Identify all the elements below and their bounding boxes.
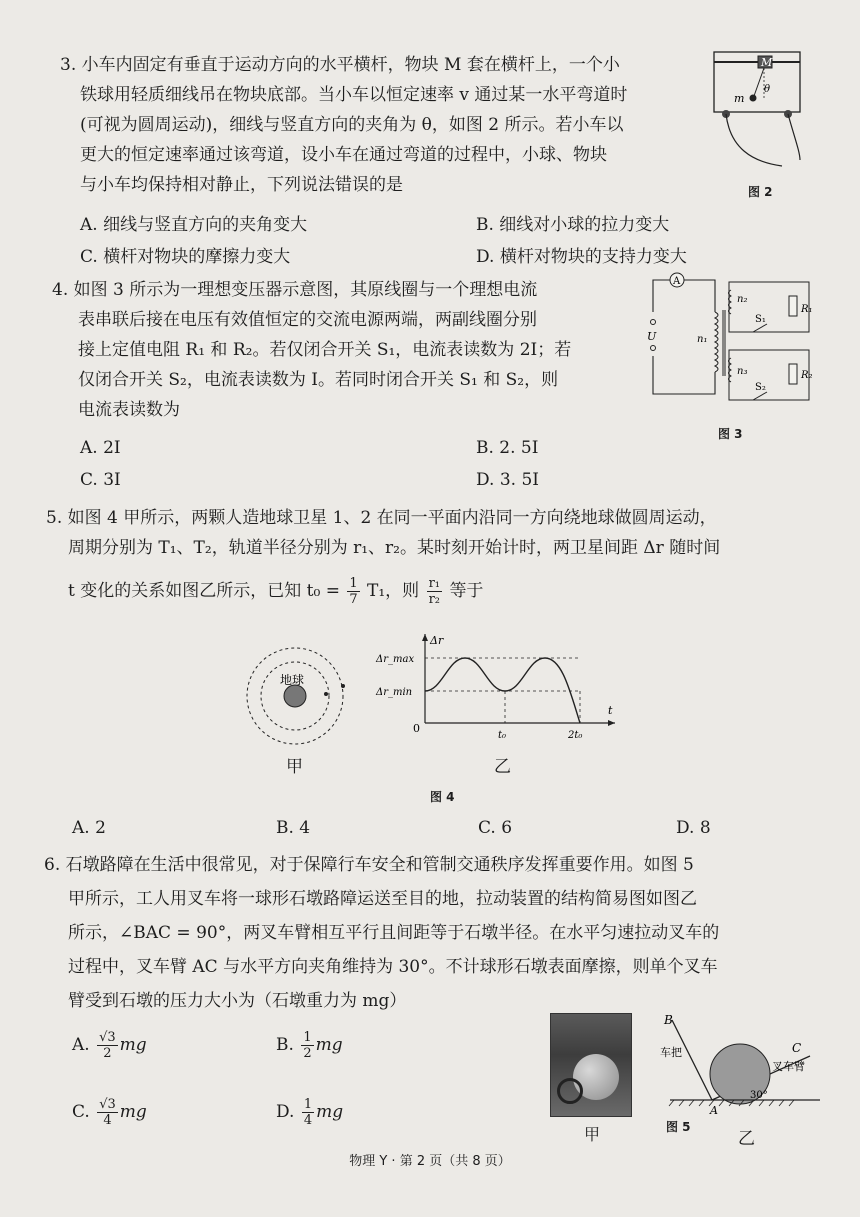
wheel-photo [557, 1078, 583, 1104]
q4-line-2: 表串联后接在电压有效值恒定的交流电源两端，两副线圈分别 [78, 310, 537, 330]
q4-line-5: 电流表读数为 [78, 400, 180, 420]
q6-line-2: 甲所示，工人用叉车将一球形石墩路障运送至目的地，拉动装置的结构简易图如图乙 [68, 889, 697, 909]
q6-c-den: 4 [103, 1113, 112, 1128]
earth-label: 地球 [280, 673, 305, 687]
question-3 [60, 50, 710, 200]
graph-rmin-label: Δr_min [376, 687, 413, 698]
figure-4-yi-label: 乙 [494, 757, 511, 777]
q3-line-1: 3. 小车内固定有垂直于运动方向的水平横杆，物块 M 套在横杆上，一个小 [60, 55, 620, 75]
q6-d-mg: mg [316, 1102, 344, 1122]
graph-rmax-label: Δr_max [376, 654, 415, 665]
figure-5-forklift-diagram [650, 1012, 830, 1117]
figure-4-graph [370, 628, 620, 748]
q5-line-3-post: 等于 [449, 581, 484, 601]
q6-line-5: 臂受到石墩的压力大小为（石墩重力为 mg） [68, 991, 407, 1011]
q4-option-b[interactable]: B. 2. 5I [476, 438, 539, 458]
fig5-handle-label: 车把 [660, 1046, 682, 1059]
figure-3-transformer-circuit [645, 272, 820, 412]
figure-5-photo [550, 1013, 632, 1117]
fig3-ammeter-label: A [673, 276, 681, 287]
fig2-label-M: M [761, 56, 773, 69]
q5-frac2-den: r₂ [428, 592, 441, 607]
question-4 [52, 275, 642, 425]
fig2-label-theta: θ [764, 84, 771, 95]
graph-y-label: Δr [430, 634, 444, 647]
q6-b-num: 1 [303, 1030, 312, 1045]
graph-t0-label: t₀ [498, 730, 507, 741]
q4-option-c[interactable]: C. 3I [80, 470, 121, 490]
q6-d-den: 4 [303, 1113, 313, 1128]
q5-fraction-r1-r2 [427, 576, 442, 607]
q5-option-d[interactable]: D. 8 [676, 818, 711, 838]
q5-line-3-pre: t 变化的关系如图乙所示，已知 t₀ = [68, 581, 340, 601]
q5-option-b[interactable]: B. 4 [276, 818, 311, 838]
q3-option-d[interactable]: D. 横杆对物块的支持力变大 [476, 247, 687, 267]
fig3-label-r1: R₁ [801, 304, 813, 315]
q3-option-b[interactable]: B. 细线对小球的拉力变大 [476, 215, 670, 235]
q6-a-den: 2 [103, 1046, 112, 1061]
q5-line-2: 周期分别为 T₁、T₂，轨道半径分别为 r₁、r₂。某时刻开始计时，两卫星间距 Δr 随时间 [68, 538, 721, 558]
q6-d-fraction [302, 1097, 314, 1128]
q3-option-c[interactable]: C. 横杆对物块的摩擦力变大 [80, 247, 291, 267]
q6-c-mg: mg [119, 1102, 147, 1122]
fig5-angle-label: 30° [750, 1090, 768, 1101]
q5-line-3-mid: T₁，则 [367, 581, 420, 601]
page-footer: 物理 Y · 第 2 页（共 8 页） [349, 1154, 511, 1169]
figure-4-caption: 图 4 [430, 790, 455, 804]
q6-line-3: 所示，∠BAC = 90°，两叉车臂相互平行且间距等于石墩半径。在水平匀速拉动叉车的 [68, 923, 720, 943]
q4-line-1: 4. 如图 3 所示为一理想变压器示意图，其原线圈与一个理想电流 [52, 280, 538, 300]
q3-line-2: 铁球用轻质细线吊在物块底部。当小车以恒定速率 v 通过某一水平弯道时 [80, 85, 628, 105]
q6-a-fraction [97, 1030, 118, 1061]
q5-frac1-den: 7 [349, 592, 358, 607]
figure-5-jia-label: 甲 [584, 1125, 601, 1144]
q3-option-a[interactable]: A. 细线与竖直方向的夹角变大 [80, 215, 308, 235]
figure-5-caption: 图 5 [666, 1120, 691, 1134]
graph-x-label: t [608, 704, 613, 717]
figure-4-jia-label: 甲 [286, 757, 303, 777]
q6-a-mg: mg [119, 1035, 147, 1055]
q3-line-5: 与小车均保持相对静止，下列说法错误的是 [80, 175, 403, 195]
q6-line-4: 过程中，叉车臂 AC 与水平方向夹角维持为 30°。不计球形石墩表面摩擦，则单个叉车 [68, 957, 718, 977]
fig3-label-r2: R₂ [801, 370, 813, 381]
q6-d-num: 1 [303, 1097, 313, 1112]
q6-c-fraction [97, 1097, 118, 1128]
q6-a-letter: A. [72, 1035, 90, 1055]
q6-d-letter: D. [276, 1102, 295, 1122]
question-6 [44, 848, 834, 1018]
figure-2-caption: 图 2 [748, 185, 773, 199]
figure-5-yi-label: 乙 [738, 1129, 755, 1149]
graph-2t0-label: 2t₀ [568, 730, 583, 741]
q5-line-3 [46, 573, 826, 609]
fig5-arm-label: 叉车臂 [772, 1060, 805, 1073]
question-5 [46, 503, 826, 609]
q5-frac2-num: r₁ [428, 576, 441, 591]
fig3-label-n1: n₁ [697, 334, 708, 345]
q6-a-num: √3 [99, 1030, 116, 1045]
figure-4-orbits [240, 644, 350, 754]
fig3-label-u: U [647, 330, 657, 343]
figure-3-caption: 图 3 [718, 427, 743, 441]
q4-option-a[interactable]: A. 2I [80, 438, 121, 458]
q3-line-4: 更大的恒定速率通过该弯道，设小车在通过弯道的过程中，小球、物块 [80, 145, 607, 165]
q5-line-1: 5. 如图 4 甲所示，两颗人造地球卫星 1、2 在同一平面内沿同一方向绕地球做圆周运动， [46, 508, 717, 528]
q5-frac1-num: 1 [349, 576, 358, 591]
fig5-label-b: B [664, 1013, 673, 1027]
q5-option-c[interactable]: C. 6 [478, 818, 513, 838]
fig3-label-s2: S₂ [755, 382, 766, 393]
figure-2-cart-diagram [712, 48, 802, 178]
q6-option-b[interactable] [276, 1030, 343, 1061]
q6-b-mg: mg [315, 1035, 343, 1055]
q6-b-letter: B. [276, 1035, 294, 1055]
fig5-label-c: C [792, 1041, 802, 1055]
q5-option-a[interactable]: A. 2 [72, 818, 106, 838]
q4-option-d[interactable]: D. 3. 5I [476, 470, 539, 490]
q6-c-num: √3 [99, 1097, 116, 1112]
q6-c-letter: C. [72, 1102, 90, 1122]
q6-option-d[interactable] [276, 1097, 343, 1128]
fig3-label-s1: S₁ [755, 314, 766, 325]
graph-origin-label: 0 [413, 722, 420, 735]
fig3-label-n3: n₃ [737, 366, 748, 377]
q3-line-3: (可视为圆周运动)，细线与竖直方向的夹角为 θ，如图 2 所示。若小车以 [80, 115, 624, 135]
q6-b-den: 2 [303, 1046, 312, 1061]
fig5-label-a: A [710, 1104, 718, 1117]
q6-option-c[interactable] [72, 1097, 147, 1128]
q6-b-fraction [301, 1030, 313, 1061]
q4-line-3: 接上定值电阻 R₁ 和 R₂。若仅闭合开关 S₁，电流表读数为 2I；若 [78, 340, 572, 360]
q6-line-1: 6. 石墩路障在生活中很常见，对于保障行车安全和管制交通秩序发挥重要作用。如图 5 [44, 855, 694, 875]
q5-fraction-1-7 [347, 576, 359, 607]
fig2-label-m: m [734, 92, 745, 105]
q6-option-a[interactable] [72, 1030, 147, 1061]
fig3-label-n2: n₂ [737, 294, 748, 305]
q4-line-4: 仅闭合开关 S₂，电流表读数为 I。若同时闭合开关 S₁ 和 S₂，则 [78, 370, 559, 390]
